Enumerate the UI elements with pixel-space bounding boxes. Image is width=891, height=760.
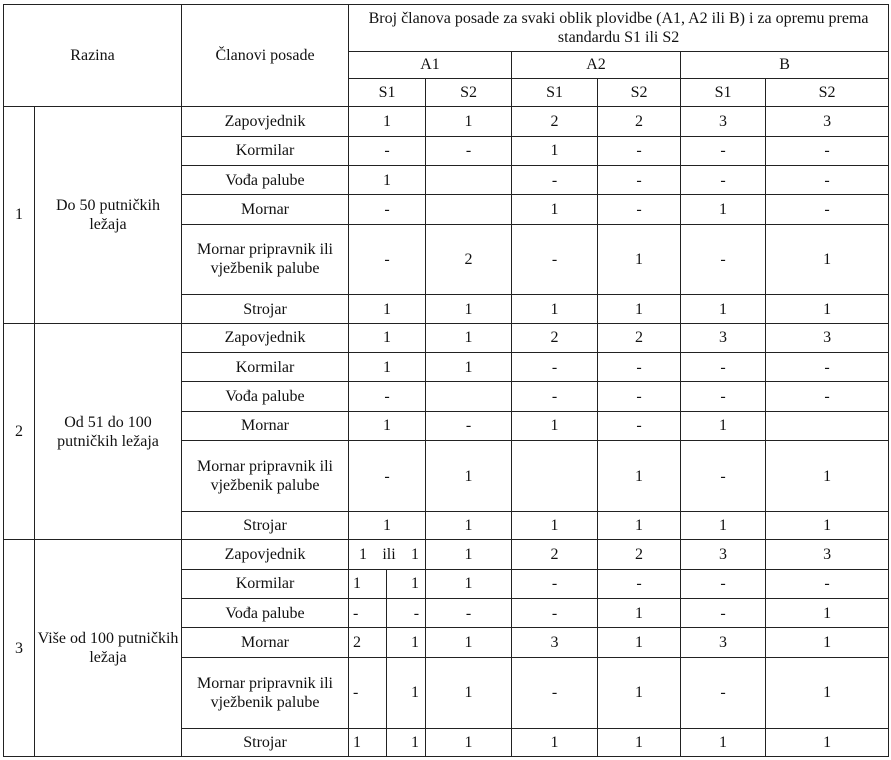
level-number: 2 bbox=[4, 323, 35, 540]
crew-member-name: Strojar bbox=[182, 511, 349, 539]
a1-s1-value-first: - bbox=[349, 598, 387, 627]
a1-s1-value: - bbox=[349, 441, 426, 512]
b-s2-value: 1 bbox=[766, 728, 889, 757]
a1-s2-value: 1 bbox=[426, 295, 512, 323]
a2-s1-value: - bbox=[512, 657, 598, 728]
a1-s1-value: 1 bbox=[349, 323, 426, 352]
a2-s2-value: 2 bbox=[598, 107, 681, 136]
crew-member-name: Mornar pripravnik ili vježbenik palube bbox=[182, 657, 349, 728]
level-description: Od 51 do 100 putničkih ležaja bbox=[35, 323, 182, 540]
a1-s1-value: 1 bbox=[349, 411, 426, 440]
a1-s2-value: 1 bbox=[426, 511, 512, 539]
a1-s1-value: 1 bbox=[349, 165, 426, 194]
a2-s2-value: - bbox=[598, 569, 681, 598]
b-s1-value: 1 bbox=[681, 728, 766, 757]
a1-s1-value-second: 1 bbox=[387, 657, 426, 728]
b-s2-value: 1 bbox=[766, 224, 889, 295]
a2-s2-value: 1 bbox=[598, 511, 681, 539]
a1-s2-value bbox=[426, 165, 512, 194]
a2-s1-value: 2 bbox=[512, 323, 598, 352]
b-s2-value: 3 bbox=[766, 323, 889, 352]
b-s1-value: - bbox=[681, 382, 766, 411]
b-s2-value bbox=[766, 411, 889, 440]
b-s1-value: - bbox=[681, 657, 766, 728]
a2-s1-value: - bbox=[512, 353, 598, 382]
header-row bbox=[4, 5, 889, 52]
a1-s1-value-first: 1 bbox=[349, 569, 387, 598]
header-razina: Razina bbox=[4, 5, 182, 107]
a2-s2-value: - bbox=[598, 195, 681, 224]
a2-s1-value: - bbox=[512, 598, 598, 627]
a2-s2-value: 1 bbox=[598, 728, 681, 757]
header-b-s2: S2 bbox=[766, 78, 889, 106]
b-s1-value: 3 bbox=[681, 107, 766, 136]
a1-s2-value: 1 bbox=[426, 540, 512, 569]
crew-member-name: Kormilar bbox=[182, 136, 349, 165]
b-s1-value: - bbox=[681, 224, 766, 295]
b-s1-value: - bbox=[681, 598, 766, 627]
crew-member-name: Mornar bbox=[182, 195, 349, 224]
crew-member-name: Mornar pripravnik ili vježbenik palube bbox=[182, 224, 349, 295]
level-number: 3 bbox=[4, 540, 35, 757]
a2-s1-value: 1 bbox=[512, 195, 598, 224]
crew-member-name: Zapovjednik bbox=[182, 323, 349, 352]
a1-s2-value: 1 bbox=[426, 628, 512, 657]
a1-s1-value-second: 1 bbox=[387, 728, 426, 757]
b-s1-value: - bbox=[681, 136, 766, 165]
b-s1-value: 3 bbox=[681, 323, 766, 352]
a2-s2-value: - bbox=[598, 353, 681, 382]
a1-s1-value-second: - bbox=[387, 598, 426, 627]
b-s1-value: - bbox=[681, 353, 766, 382]
a2-s2-value: 1 bbox=[598, 598, 681, 627]
a2-s2-value: - bbox=[598, 136, 681, 165]
b-s2-value: 1 bbox=[766, 657, 889, 728]
b-s1-value: 1 bbox=[681, 295, 766, 323]
a2-s2-value: - bbox=[598, 165, 681, 194]
crew-member-name: Mornar bbox=[182, 628, 349, 657]
a2-s2-value: 1 bbox=[598, 224, 681, 295]
a1-s1-value-first: 1 bbox=[349, 728, 387, 757]
crew-member-name: Zapovjednik bbox=[182, 107, 349, 136]
a2-s1-value: - bbox=[512, 165, 598, 194]
crew-member-name: Vođa palube bbox=[182, 165, 349, 194]
a2-s1-value: 1 bbox=[512, 511, 598, 539]
a1-s1-value: 1 bbox=[349, 353, 426, 382]
table-row bbox=[4, 323, 889, 352]
a1-s1-value: 1 bbox=[349, 107, 426, 136]
a1-s1-value: 1 bbox=[349, 295, 426, 323]
a1-s1-value-first: 2 bbox=[349, 628, 387, 657]
a1-s1-value: - bbox=[349, 382, 426, 411]
b-s1-value: 1 bbox=[681, 195, 766, 224]
b-s2-value: 3 bbox=[766, 107, 889, 136]
a2-s2-value: 1 bbox=[598, 657, 681, 728]
a2-s2-value: 2 bbox=[598, 540, 681, 569]
b-s2-value: 1 bbox=[766, 628, 889, 657]
b-s2-value: - bbox=[766, 136, 889, 165]
a1-s2-value: 1 bbox=[426, 728, 512, 757]
a2-s1-value: - bbox=[512, 382, 598, 411]
header-group-a1: A1 bbox=[349, 51, 512, 78]
a2-s2-value: 2 bbox=[598, 323, 681, 352]
a1-s2-value: - bbox=[426, 411, 512, 440]
crew-member-name: Kormilar bbox=[182, 353, 349, 382]
a2-s2-value: 1 bbox=[598, 441, 681, 512]
b-s2-value: - bbox=[766, 353, 889, 382]
a1-s2-value: 1 bbox=[426, 107, 512, 136]
b-s1-value: - bbox=[681, 165, 766, 194]
crew-member-name: Vođa palube bbox=[182, 382, 349, 411]
b-s1-value: 3 bbox=[681, 540, 766, 569]
a2-s1-value: 1 bbox=[512, 136, 598, 165]
a2-s1-value: - bbox=[512, 224, 598, 295]
a1-s1-value-first: 1 bbox=[359, 545, 368, 563]
a1-s2-value bbox=[426, 382, 512, 411]
table-row bbox=[4, 540, 889, 569]
header-a1-s2: S2 bbox=[426, 78, 512, 106]
a2-s1-value: 1 bbox=[512, 295, 598, 323]
b-s2-value: 1 bbox=[766, 598, 889, 627]
a2-s2-value: - bbox=[598, 411, 681, 440]
b-s2-value: 1 bbox=[766, 441, 889, 512]
b-s1-value: 1 bbox=[681, 411, 766, 440]
crew-member-name: Kormilar bbox=[182, 569, 349, 598]
b-s1-value: 3 bbox=[681, 628, 766, 657]
level-description: Više od 100 putničkih ležaja bbox=[35, 540, 182, 757]
header-broj-clanova: Broj članova posade za svaki oblik plovidbe (A1, A2 ili B) i za opremu prema standardu S1 ili S2 bbox=[349, 5, 889, 52]
a2-s2-value: - bbox=[598, 382, 681, 411]
header-b-s1: S1 bbox=[681, 78, 766, 106]
header-a2-s1: S1 bbox=[512, 78, 598, 106]
a2-s1-value: 1 bbox=[512, 411, 598, 440]
level-description: Do 50 putničkih ležaja bbox=[35, 107, 182, 324]
a2-s1-value: 3 bbox=[512, 628, 598, 657]
a1-s2-value: - bbox=[426, 598, 512, 627]
a1-s1-value bbox=[349, 540, 426, 569]
b-s1-value: - bbox=[681, 569, 766, 598]
b-s2-value: 1 bbox=[766, 511, 889, 539]
b-s2-value: - bbox=[766, 165, 889, 194]
a2-s1-value: 2 bbox=[512, 107, 598, 136]
b-s2-value: - bbox=[766, 569, 889, 598]
b-s1-value: 1 bbox=[681, 511, 766, 539]
ili-connector: ili bbox=[382, 545, 396, 563]
a2-s1-value: 1 bbox=[512, 728, 598, 757]
crew-member-name: Strojar bbox=[182, 728, 349, 757]
a2-s1-value bbox=[512, 441, 598, 512]
a2-s2-value: 1 bbox=[598, 628, 681, 657]
a1-s2-value: 1 bbox=[426, 323, 512, 352]
crew-member-name: Mornar pripravnik ili vježbenik palube bbox=[182, 441, 349, 512]
crew-table bbox=[3, 4, 889, 757]
a1-s1-value: - bbox=[349, 224, 426, 295]
a1-s2-value: 1 bbox=[426, 441, 512, 512]
a1-s2-value: 2 bbox=[426, 224, 512, 295]
a2-s1-value: - bbox=[512, 569, 598, 598]
crew-member-name: Mornar bbox=[182, 411, 349, 440]
crew-member-name: Vođa palube bbox=[182, 598, 349, 627]
a2-s1-value: 2 bbox=[512, 540, 598, 569]
b-s2-value: - bbox=[766, 195, 889, 224]
a1-s2-value: - bbox=[426, 136, 512, 165]
a1-s1-value: - bbox=[349, 136, 426, 165]
table-row bbox=[4, 107, 889, 136]
a1-s1-value-second: 1 bbox=[387, 569, 426, 598]
crew-member-name: Strojar bbox=[182, 295, 349, 323]
a1-s1-value: - bbox=[349, 195, 426, 224]
b-s2-value: - bbox=[766, 382, 889, 411]
header-a1-s1: S1 bbox=[349, 78, 426, 106]
a1-s1-value-first: - bbox=[349, 657, 387, 728]
b-s1-value: - bbox=[681, 441, 766, 512]
a1-s2-value: 1 bbox=[426, 353, 512, 382]
a1-s2-value: 1 bbox=[426, 569, 512, 598]
a1-s2-value bbox=[426, 195, 512, 224]
header-a2-s2: S2 bbox=[598, 78, 681, 106]
a1-s2-value: 1 bbox=[426, 657, 512, 728]
crew-member-name: Zapovjednik bbox=[182, 540, 349, 569]
level-number: 1 bbox=[4, 107, 35, 324]
a1-s1-value-second: 1 bbox=[411, 545, 420, 563]
header-group-b: B bbox=[681, 51, 889, 78]
header-clanovi-posade: Članovi posade bbox=[182, 5, 349, 107]
a2-s2-value: 1 bbox=[598, 295, 681, 323]
b-s2-value: 3 bbox=[766, 540, 889, 569]
a1-s1-value: 1 bbox=[349, 511, 426, 539]
header-group-a2: A2 bbox=[512, 51, 681, 78]
a1-s1-value-second: 1 bbox=[387, 628, 426, 657]
b-s2-value: 1 bbox=[766, 295, 889, 323]
